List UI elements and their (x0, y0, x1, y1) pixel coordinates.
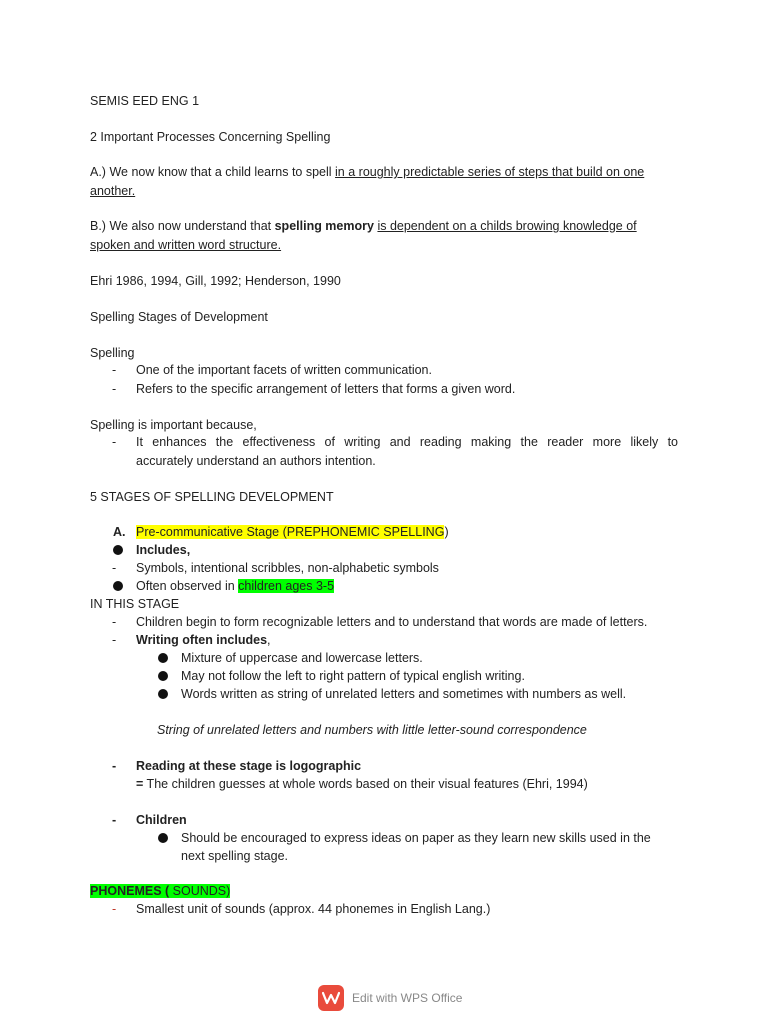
observed-prefix: Often observed in (136, 579, 239, 593)
phonemes-rest: SOUNDS) (169, 884, 231, 898)
italic-note: String of unrelated letters and numbers with little letter-sound correspondence (157, 723, 587, 737)
important-heading: Spelling is important because, (90, 418, 257, 432)
bullet-icon (158, 833, 168, 843)
doc-header: SEMIS EED ENG 1 (90, 94, 200, 108)
paragraph-b-underlined: is dependent on a childs browing knowledge of (377, 219, 637, 233)
bullet-icon (158, 689, 168, 699)
stage-a-paren: ) (444, 525, 449, 539)
writing-sub-2: May not follow the left to right pattern of typical english writing. (181, 669, 525, 683)
list-dash: - (112, 561, 117, 575)
observed-line (136, 577, 334, 595)
bullet-icon (158, 671, 168, 681)
paragraph-b-text: B.) We also now understand that (90, 219, 275, 233)
wps-office-logo-icon[interactable] (318, 985, 344, 1011)
phonemes-item: Smallest unit of sounds (approx. 44 phonemes in English Lang.) (136, 902, 491, 916)
bullet-icon (113, 545, 123, 555)
spelling-item-2: Refers to the specific arrangement of letters that forms a given word. (136, 382, 516, 396)
paragraph-a-underlined: in a roughly predictable series of steps that build on one (335, 165, 645, 179)
spelling-heading: Spelling (90, 346, 135, 360)
references: Ehri 1986, 1994, Gill, 1992; Henderson, 1990 (90, 274, 341, 288)
paragraph-b-line2: spoken and written word structure. (90, 238, 282, 252)
paragraph-a-line1 (90, 163, 644, 181)
children-heading: Children (136, 813, 187, 827)
stages-heading: Spelling Stages of Development (90, 310, 268, 324)
bold-dash: - (112, 759, 117, 773)
phonemes-heading (90, 882, 230, 900)
includes-item: Symbols, intentional scribbles, non-alphabetic symbols (136, 561, 439, 575)
reading-heading: Reading at these stage is logographic (136, 759, 362, 773)
writing-includes-bold: Writing often includes (136, 633, 268, 647)
reading-equals: = (136, 777, 144, 791)
list-dash: - (112, 363, 117, 377)
in-this-stage-heading: IN THIS STAGE (90, 597, 180, 611)
reading-detail-text: The children guesses at whole words based on their visual features (Ehri, 1994) (143, 777, 588, 791)
stage-item-1: Children begin to form recognizable letters and to understand that words are made of letters. (136, 615, 648, 629)
paragraph-a-text: A.) We now know that a child learns to spell (90, 165, 336, 179)
list-dash: - (112, 615, 117, 629)
observed-highlight: children ages 3-5 (238, 579, 335, 593)
reading-detail (136, 775, 588, 793)
wps-footer-text[interactable]: Edit with WPS Office (352, 991, 463, 1005)
list-dash: - (112, 382, 117, 396)
five-stages-heading: 5 STAGES OF SPELLING DEVELOPMENT (90, 490, 334, 504)
stage-a-highlight: Pre-communicative Stage (PREPHONEMIC SPELLING (136, 525, 445, 539)
wps-footer[interactable] (318, 985, 462, 1011)
bullet-icon (158, 653, 168, 663)
writing-sub-1: Mixture of uppercase and lowercase letters. (181, 651, 423, 665)
paragraph-b-line1 (90, 217, 637, 235)
list-dash: - (112, 902, 117, 916)
bold-dash: - (112, 813, 117, 827)
stage-a-letter: A. (113, 525, 126, 539)
phonemes-bold: PHONEMES ( (90, 884, 170, 898)
paragraph-a-line2: another. (90, 184, 136, 198)
important-item-line1: It enhances the effectiveness of writing and reading making the reader more likely to (136, 435, 678, 449)
doc-subtitle: 2 Important Processes Concerning Spelling (90, 130, 331, 144)
spelling-item-1: One of the important facets of written communication. (136, 363, 432, 377)
list-dash: - (112, 633, 117, 647)
writing-includes (136, 631, 271, 649)
bullet-icon (113, 581, 123, 591)
writing-includes-comma: , (267, 633, 271, 647)
children-sub-line2: next spelling stage. (181, 849, 289, 863)
children-sub-line1: Should be encouraged to express ideas on paper as they learn new skills used in the (181, 831, 651, 845)
important-item-line2: accurately understand an authors intention. (136, 454, 376, 468)
includes-label: Includes, (136, 543, 191, 557)
writing-sub-3: Words written as string of unrelated letters and sometimes with numbers as well. (181, 687, 627, 701)
stage-a-title (136, 523, 449, 541)
phonemes-highlight (90, 884, 230, 898)
list-dash: - (112, 435, 117, 449)
paragraph-b-bold: spelling memory (274, 219, 374, 233)
